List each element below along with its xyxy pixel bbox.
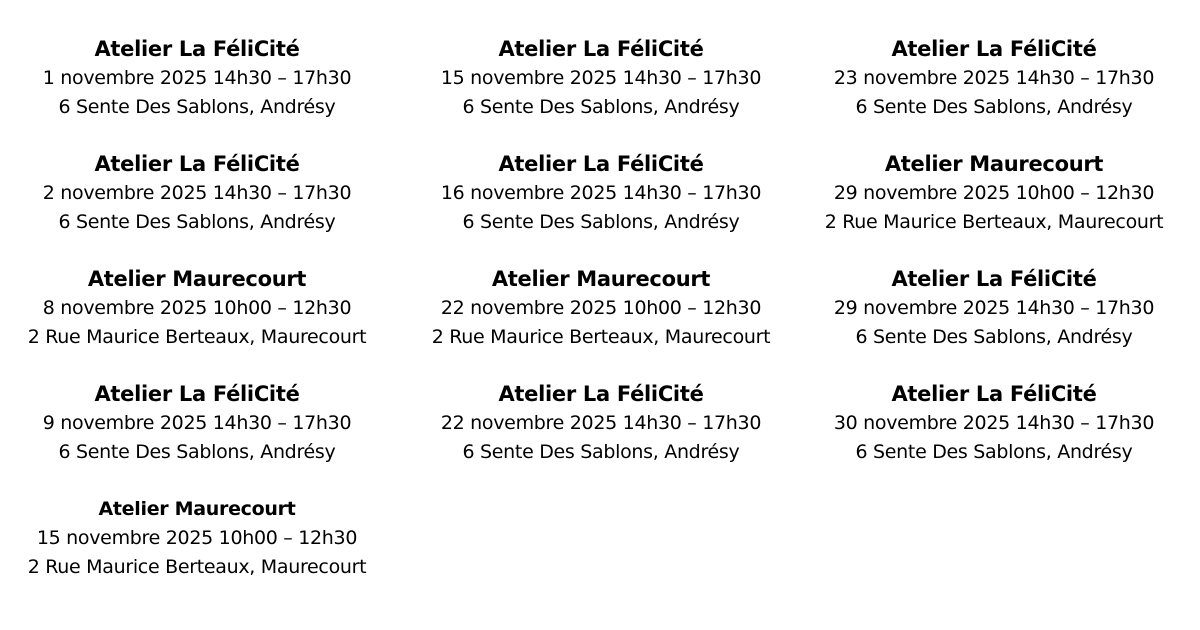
- event-address: 6 Sente Des Sablons, Andrésy: [855, 326, 1133, 348]
- event-title: Atelier La FéliCité: [498, 152, 704, 176]
- event-address: 2 Rue Maurice Berteaux, Maurecourt: [27, 326, 367, 348]
- event-item: [797, 149, 1191, 264]
- event-title: Atelier La FéliCité: [891, 382, 1097, 406]
- event-datetime: 29 novembre 2025 14h30 – 17h30: [833, 297, 1155, 319]
- event-datetime: 30 novembre 2025 14h30 – 17h30: [833, 412, 1155, 434]
- event-datetime: 1 novembre 2025 14h30 – 17h30: [42, 67, 352, 89]
- event-item: [0, 34, 394, 149]
- event-item: [0, 379, 394, 494]
- event-address: 6 Sente Des Sablons, Andrésy: [58, 211, 336, 233]
- event-address: 2 Rue Maurice Berteaux, Maurecourt: [431, 326, 771, 348]
- event-address: 2 Rue Maurice Berteaux, Maurecourt: [824, 211, 1164, 233]
- event-item: [0, 149, 394, 264]
- event-datetime: 15 novembre 2025 14h30 – 17h30: [440, 67, 762, 89]
- event-title: Atelier Maurecourt: [98, 498, 296, 520]
- event-datetime: 22 novembre 2025 10h00 – 12h30: [440, 297, 762, 319]
- event-title: Atelier La FéliCité: [498, 37, 704, 61]
- event-datetime: 2 novembre 2025 14h30 – 17h30: [42, 182, 352, 204]
- event-title: Atelier La FéliCité: [891, 267, 1097, 291]
- event-datetime: 16 novembre 2025 14h30 – 17h30: [440, 182, 762, 204]
- event-title: Atelier La FéliCité: [891, 37, 1097, 61]
- event-datetime: 8 novembre 2025 10h00 – 12h30: [42, 297, 352, 319]
- event-item: [797, 34, 1191, 149]
- event-column-1: [0, 34, 394, 609]
- event-item: [797, 379, 1191, 494]
- event-item: [0, 494, 394, 609]
- event-datetime: 22 novembre 2025 14h30 – 17h30: [440, 412, 762, 434]
- event-item: [0, 264, 394, 379]
- event-datetime: 15 novembre 2025 10h00 – 12h30: [36, 527, 358, 549]
- event-address: 2 Rue Maurice Berteaux, Maurecourt: [27, 556, 367, 578]
- event-address: 6 Sente Des Sablons, Andrésy: [462, 211, 740, 233]
- event-column-2: [404, 34, 798, 494]
- event-address: 6 Sente Des Sablons, Andrésy: [855, 441, 1133, 463]
- event-datetime: 29 novembre 2025 10h00 – 12h30: [833, 182, 1155, 204]
- event-title: Atelier Maurecourt: [884, 152, 1104, 176]
- event-item: [404, 264, 798, 379]
- event-column-3: [797, 34, 1191, 494]
- event-address: 6 Sente Des Sablons, Andrésy: [462, 441, 740, 463]
- event-item: [797, 264, 1191, 379]
- event-item: [404, 379, 798, 494]
- event-title: Atelier La FéliCité: [498, 382, 704, 406]
- event-title: Atelier La FéliCité: [94, 152, 300, 176]
- event-datetime: 23 novembre 2025 14h30 – 17h30: [833, 67, 1155, 89]
- event-address: 6 Sente Des Sablons, Andrésy: [462, 96, 740, 118]
- event-address: 6 Sente Des Sablons, Andrésy: [855, 96, 1133, 118]
- event-datetime: 9 novembre 2025 14h30 – 17h30: [42, 412, 352, 434]
- event-title: Atelier La FéliCité: [94, 37, 300, 61]
- event-title: Atelier La FéliCité: [94, 382, 300, 406]
- event-title: Atelier Maurecourt: [87, 267, 307, 291]
- event-address: 6 Sente Des Sablons, Andrésy: [58, 96, 336, 118]
- event-title: Atelier Maurecourt: [491, 267, 711, 291]
- event-item: [404, 34, 798, 149]
- event-address: 6 Sente Des Sablons, Andrésy: [58, 441, 336, 463]
- event-item: [404, 149, 798, 264]
